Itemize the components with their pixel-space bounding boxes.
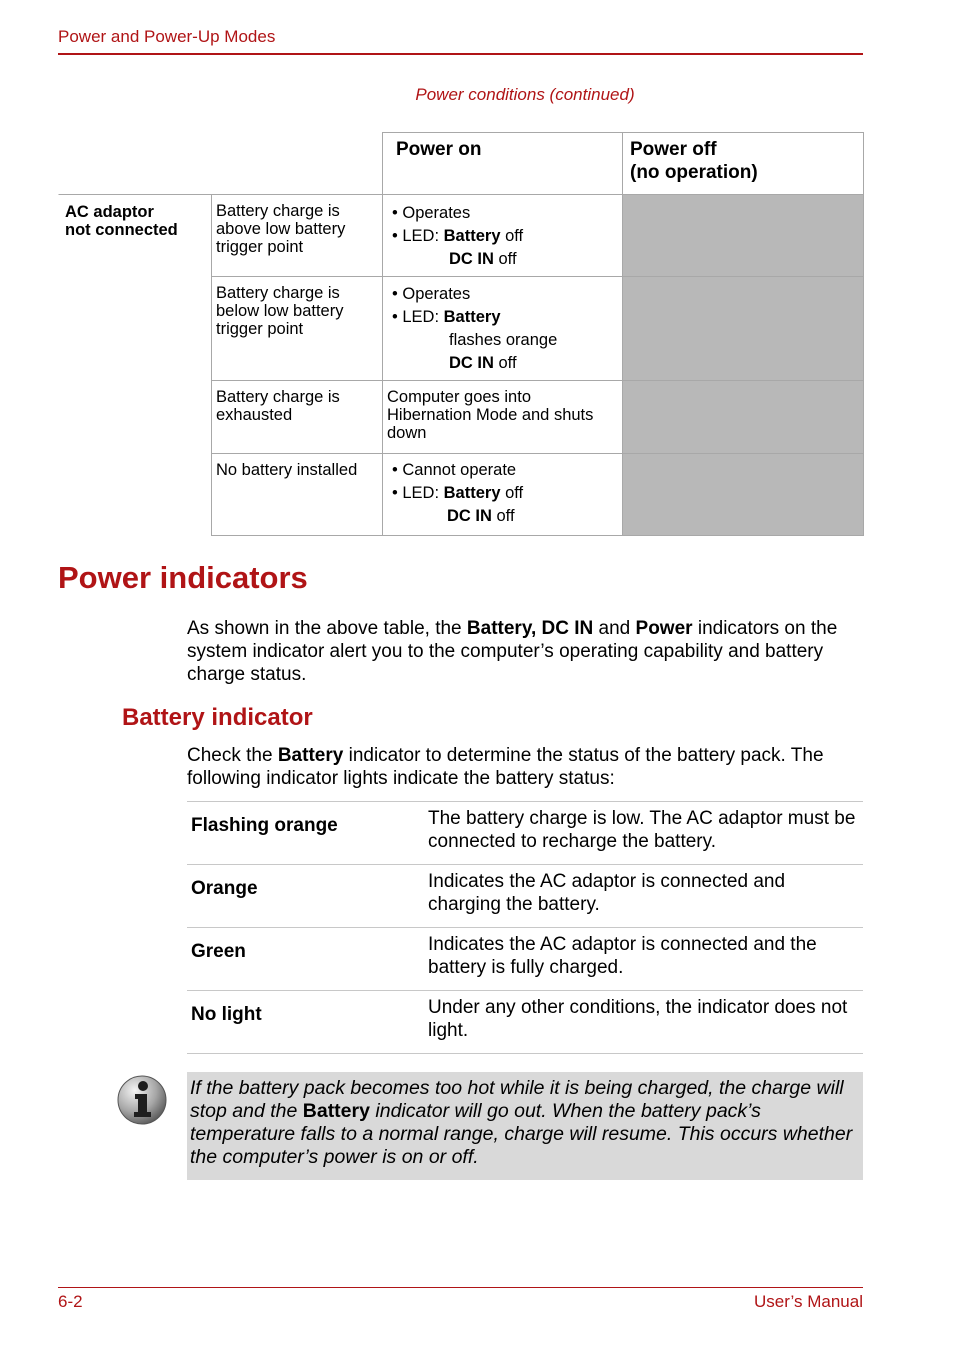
indicator-state: No light (191, 1004, 262, 1025)
footer-rule (58, 1287, 863, 1288)
condition-cell (211, 194, 383, 277)
indicator-description: Indicates the AC adaptor is connected and the battery is fully charged. (428, 934, 817, 978)
power-off-cell-shaded (622, 276, 864, 381)
group-label-ac-adaptor: AC adaptor not connected (65, 203, 178, 239)
indicator-state: Orange (191, 878, 258, 899)
table-row (187, 927, 863, 990)
page-number: 6-2 (58, 1292, 83, 1311)
table-row (187, 801, 863, 864)
power-off-cell-shaded (622, 194, 864, 277)
table-caption: Power conditions (continued) (415, 85, 635, 104)
power-on-text: • Cannot operate • LED: Battery off DC IN off (392, 461, 524, 525)
note-box (187, 1072, 863, 1180)
header-rule (58, 53, 863, 55)
condition-cell (211, 380, 383, 454)
footer-title: User’s Manual (754, 1292, 863, 1311)
indicator-description: Under any other conditions, the indicator does not light. (428, 997, 848, 1041)
power-on-cell (382, 276, 623, 381)
indicator-state: Flashing orange (191, 815, 338, 836)
header-cell-power-on (382, 132, 623, 195)
battery-indicator-paragraph: Check the Battery indicator to determine the status of the battery pack. The following indicator lights indicate the battery status: (187, 745, 824, 789)
condition-text: Battery charge is exhausted (216, 388, 340, 424)
power-on-cell (382, 194, 623, 277)
indicator-description: The battery charge is low. The AC adaptor must be connected to recharge the battery. (428, 808, 856, 852)
condition-text: No battery installed (216, 461, 358, 479)
column-header-power-off: Power off (no operation) (630, 139, 758, 183)
indicator-description: Indicates the AC adaptor is connected and charging the battery. (428, 871, 786, 915)
condition-cell (211, 453, 383, 536)
battery-status-table (187, 801, 863, 1054)
power-off-cell-shaded (622, 380, 864, 454)
power-on-cell (382, 380, 623, 454)
condition-text: Battery charge is above low battery trigger point (216, 202, 346, 256)
header-cell-power-off (622, 132, 864, 195)
column-header-power-on: Power on (396, 139, 482, 160)
table-row (187, 864, 863, 927)
subsection-heading-battery-indicator: Battery indicator (122, 704, 313, 731)
power-indicators-paragraph: As shown in the above table, the Battery, DC IN and Power indicators on the system indicator alert you to the computer’s operating capability and battery charge status. (187, 618, 838, 685)
power-conditions-table (58, 132, 864, 536)
section-heading-power-indicators: Power indicators (58, 560, 308, 595)
power-on-text: • Operates • LED: Battery off DC IN off (392, 204, 524, 268)
power-off-cell-shaded (622, 453, 864, 536)
power-on-text: Computer goes into Hibernation Mode and shuts down (387, 388, 594, 442)
table-row (187, 990, 863, 1054)
condition-cell (211, 276, 383, 381)
indicator-state: Green (191, 941, 246, 962)
note-text: If the battery pack becomes too hot while it is being charged, the charge will stop and the Battery indicator will go out. When the battery pack’s temperature falls to a normal range, charge will resume. This occurs whether the computer’s power is on or off. (190, 1077, 853, 1168)
running-header: Power and Power-Up Modes (58, 27, 276, 46)
group-cell (58, 194, 213, 536)
power-on-cell (382, 453, 623, 536)
condition-text: Battery charge is below low battery trigger point (216, 284, 344, 338)
power-on-text: • Operates • LED: Battery flashes orange DC IN off (392, 285, 558, 372)
info-icon (116, 1074, 168, 1131)
